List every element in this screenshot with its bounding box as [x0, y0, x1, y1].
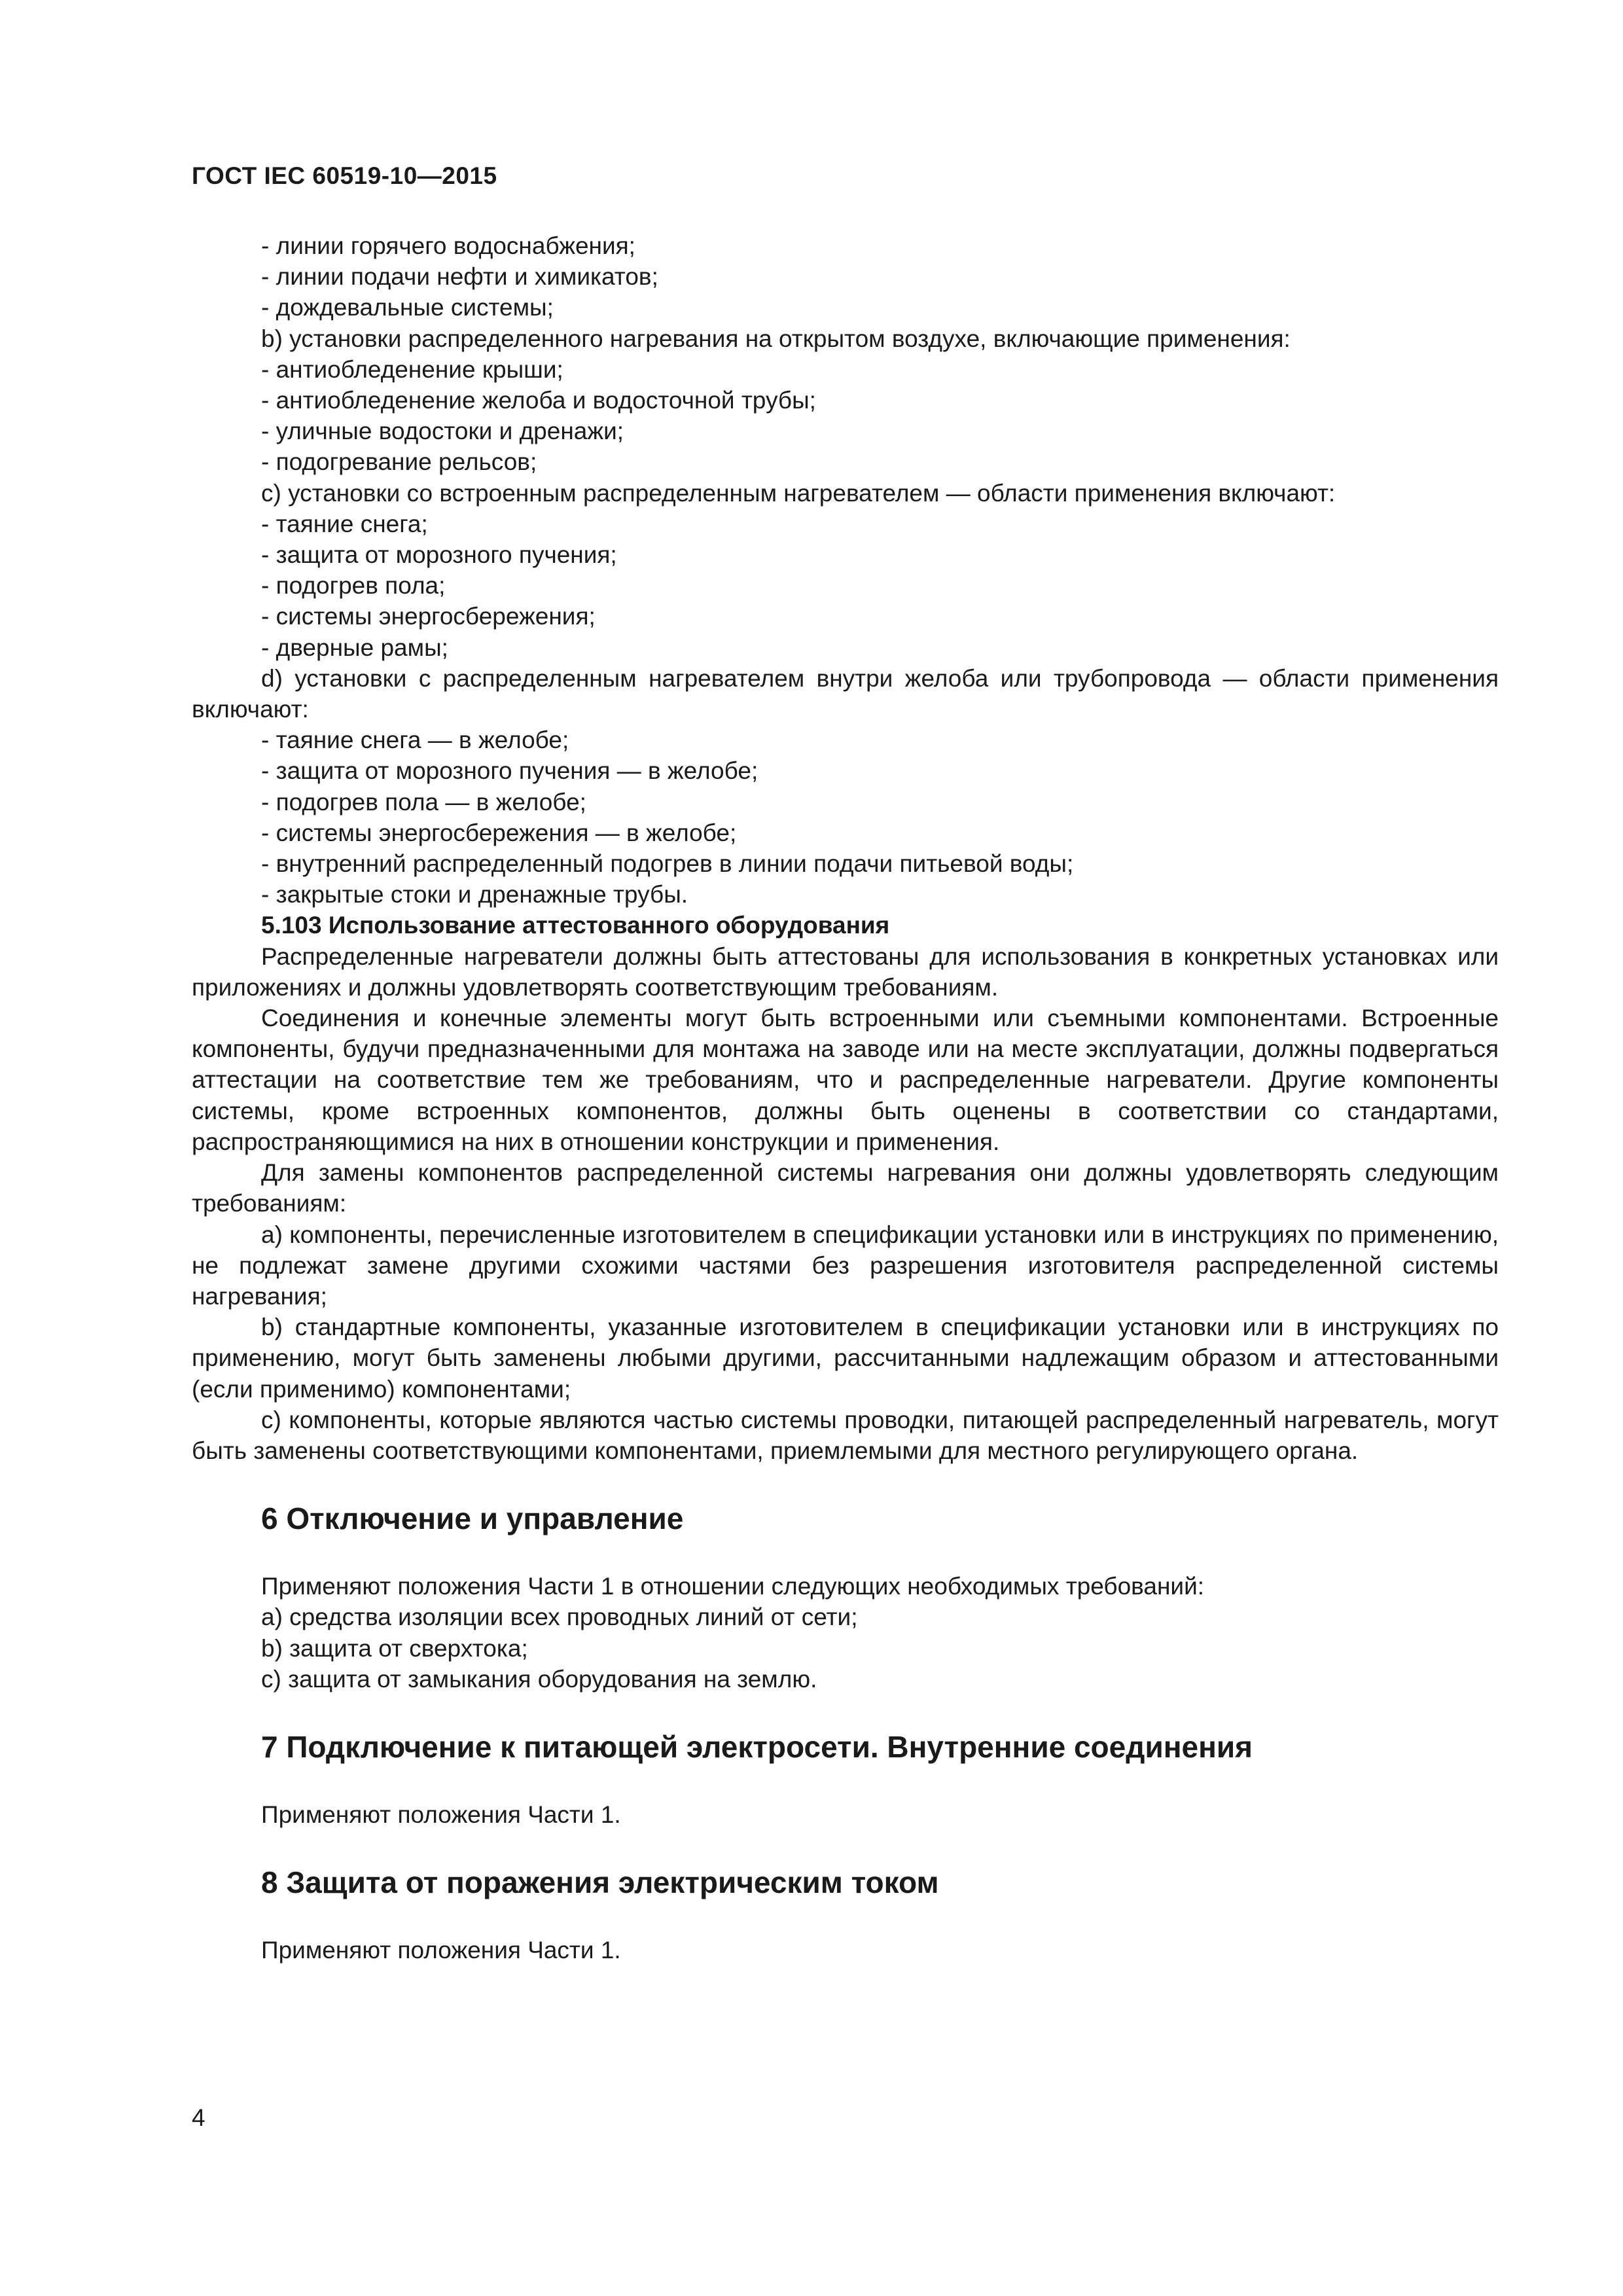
section-5-103-paragraph: Распределенные нагреватели должны быть аттестованы для использования в конкретных установках или приложениях и должны удовлетворять соответствующим требованиям.	[192, 942, 1499, 1001]
list-item: - подогревание рельсов;	[261, 448, 537, 476]
list-item: - дождевальные системы;	[261, 294, 554, 321]
list-item: - подогрев пола;	[261, 572, 446, 600]
section-5-103-heading: 5.103 Использование аттестованного оборудования	[261, 912, 890, 939]
section-5-103-paragraph: b) стандартные компоненты, указанные изготовителем в спецификации установки или в инструкциях по применению, могут быть заменены любыми другими, рассчитанными надлежащим образом и аттестованными (если применимо) компонентами;	[192, 1314, 1499, 1403]
list-item: c) установки со встроенным распределенным нагревателем — области применения включают:	[261, 479, 1336, 507]
list-item: - внутренний распределенный подогрев в линии подачи питьевой воды;	[261, 850, 1074, 878]
list-item: - уличные водостоки и дренажи;	[261, 418, 624, 445]
item-d-paragraph: d) установки с распределенным нагревателем внутри желоба или трубопровода — области применения включают:	[192, 664, 1499, 723]
list-item: - таяние снега;	[261, 510, 428, 537]
list-item: - подогрев пола — в желобе;	[261, 788, 586, 816]
list-item: - таяние снега — в желобе;	[261, 726, 569, 754]
section-7-text: Применяют положения Части 1.	[261, 1801, 621, 1828]
list-item: - линии горячего водоснабжения;	[261, 232, 635, 259]
section-5-103-paragraph: Для замены компонентов распределенной системы нагревания они должны удовлетворять следующим требованиям:	[192, 1159, 1499, 1217]
list-d	[192, 725, 1499, 910]
list-item: - системы энергосбережения — в желобе;	[261, 819, 737, 846]
list-item: - дверные рамы;	[261, 634, 448, 661]
section-5-103-paragraph: Соединения и конечные элементы могут быть встроенными или съемными компонентами. Встроенные компоненты, будучи предназначенными для монтажа на заводе или на месте эксплуатации, должны подвергаться аттестации на соответствие тем же требованиям, что и распределенные нагреватели. Другие компоненты системы, кроме встроенных компонентов, должны быть оценены в соответствии со стандартами, распространяющимися на них в отношении конструкции и применения.	[192, 1005, 1499, 1155]
list-item: - линии подачи нефти и химикатов;	[261, 263, 658, 291]
section-8-heading: 8 Защита от поражения электрическим током	[261, 1865, 939, 1900]
list-item: - закрытые стоки и дренажные трубы.	[261, 881, 688, 908]
document-header: ГОСТ IEC 60519-10—2015	[192, 162, 497, 189]
list-item: c) защита от замыкания оборудования на землю.	[261, 1665, 817, 1693]
section-8-text: Применяют положения Части 1.	[261, 1937, 621, 1964]
list-item: - защита от морозного пучения;	[261, 541, 617, 569]
page-number: 4	[192, 2104, 205, 2131]
list-item: - антиобледенение крыши;	[261, 355, 563, 383]
list-item: а) средства изоляции всех проводных линий от сети;	[261, 1604, 858, 1631]
section-5-103-paragraph: c) компоненты, которые являются частью системы проводки, питающей распределенный нагреватель, могут быть заменены соответствующими компонентами, приемлемыми для местного регулирующего органа.	[192, 1406, 1499, 1464]
list-top	[192, 230, 1499, 663]
list-item: b) установки распределенного нагревания на открытом воздухе, включающие применения:	[261, 325, 1291, 352]
section-6-heading: 6 Отключение и управление	[261, 1501, 684, 1536]
section-5-103-paragraph: а) компоненты, перечисленные изготовителем в спецификации установки или в инструкциях по применению, не подлежат замене другими схожими частями без разрешения изготовителя распределенной системы нагревания;	[192, 1221, 1499, 1310]
section-6-intro: Применяют положения Части 1 в отношении следующих необходимых требований:	[261, 1573, 1205, 1600]
section-7-heading: 7 Подключение к питающей электросети. Внутренние соединения	[261, 1729, 1253, 1764]
list-item: - антиобледенение желоба и водосточной трубы;	[261, 387, 816, 414]
list-item: - системы энергосбережения;	[261, 603, 596, 630]
list-item: b) защита от сверхтока;	[261, 1634, 528, 1662]
list-item: - защита от морозного пучения — в желобе;	[261, 757, 758, 785]
page-body	[192, 230, 1499, 1965]
